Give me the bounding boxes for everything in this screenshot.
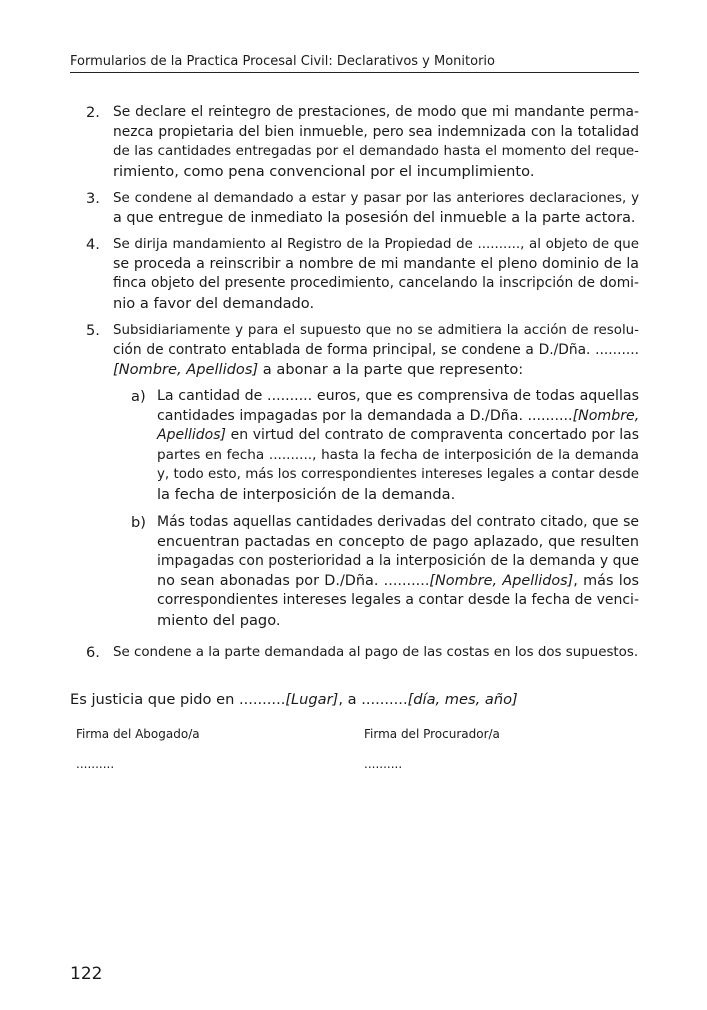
petition-item-4 bbox=[70, 235, 639, 313]
subitem-letter: b) bbox=[131, 514, 146, 531]
subitem-b bbox=[70, 513, 639, 631]
placeholder-name: [Nombre, bbox=[572, 407, 640, 424]
text-line: correspondientes intereses legales a contar desde la fecha de venci- bbox=[157, 592, 639, 609]
item-number: 2. bbox=[86, 104, 100, 121]
procurator-signature-label: Firma del Procurador/a bbox=[364, 727, 500, 741]
text-line: Subsidiariamente y para el supuesto que no se admitiera la acción de resolu- bbox=[113, 323, 639, 338]
subitem-letter: a) bbox=[131, 388, 146, 405]
text-line: Se declare el reintegro de prestaciones, de modo que mi mandante perma- bbox=[113, 104, 639, 120]
text-line: miento del pago. bbox=[157, 611, 281, 629]
text-fragment: a abonar a la parte que represento: bbox=[258, 361, 524, 379]
text-line: rimiento, como pena convencional por el incumplimiento. bbox=[113, 162, 535, 180]
placeholder-name: [Nombre, Apellidos] bbox=[113, 361, 259, 379]
item-number: 3. bbox=[86, 190, 100, 207]
text-line: Más todas aquellas cantidades derivadas del contrato citado, que se bbox=[157, 514, 639, 530]
text-line bbox=[157, 426, 639, 446]
item-number: 6. bbox=[86, 644, 100, 661]
text-line: Se condene al demandado a estar y pasar por las anteriores declaraciones, y bbox=[113, 191, 639, 206]
text-line: a que entregue de inmediato la posesión del inmueble a la parte actora. bbox=[113, 209, 636, 226]
text-line: Se condene a la parte demandada al pago de las costas en los dos supuestos. bbox=[113, 645, 639, 660]
text-line: ción de contrato entablada de forma principal, se condene a D./Dña. .......... bbox=[113, 341, 639, 358]
text-line bbox=[113, 360, 639, 380]
text-line bbox=[157, 572, 639, 592]
item-number: 5. bbox=[86, 322, 100, 339]
text-line: y, todo esto, más los correspondientes intereses legales a contar desde bbox=[157, 467, 639, 483]
running-header: Formularios de la Practica Procesal Civil: Declarativos y Monitorio bbox=[70, 54, 639, 73]
page-number: 122 bbox=[70, 964, 103, 984]
procurator-signature-placeholder: .......... bbox=[364, 757, 403, 771]
text-line: finca objeto del presente procedimiento, cancelando la inscripción de domi- bbox=[113, 275, 639, 292]
lawyer-signature-placeholder: .......... bbox=[76, 757, 115, 771]
petition-item-6 bbox=[70, 643, 639, 663]
subitem-a bbox=[70, 387, 639, 505]
text-line: partes en fecha .........., hasta la fecha de interposición de la demanda bbox=[157, 446, 639, 463]
text-fragment: en virtud del contrato de compraventa concertado por las bbox=[225, 427, 639, 444]
text-line: la fecha de interposición de la demanda. bbox=[157, 485, 456, 503]
item-number: 4. bbox=[86, 236, 100, 253]
text-fragment: , a .......... bbox=[338, 691, 408, 708]
petition-item-3 bbox=[70, 189, 639, 228]
text-fragment: , más los bbox=[573, 572, 640, 589]
petition-item-5 bbox=[70, 321, 639, 380]
lawyer-signature-label: Firma del Abogado/a bbox=[76, 727, 200, 741]
text-fragment: no sean abonadas por D./Dña. .......... bbox=[157, 572, 430, 589]
placeholder-date: [día, mes, año] bbox=[407, 691, 518, 708]
text-fragment: cantidades impagadas por la demandada a D./Dña. .......... bbox=[157, 407, 573, 424]
text-fragment: Es justicia que pido en .......... bbox=[70, 691, 286, 708]
text-line: nio a favor del demandado. bbox=[113, 294, 315, 312]
text-line: de las cantidades entregadas por el demandado hasta el momento del reque- bbox=[113, 144, 639, 160]
placeholder-name: [Nombre, Apellidos] bbox=[429, 572, 574, 589]
text-line: La cantidad de .......... euros, que es comprensiva de todas aquellas bbox=[157, 388, 639, 404]
petition-item-2 bbox=[70, 103, 639, 181]
text-line bbox=[157, 407, 639, 427]
text-line: nezca propietaria del bien inmueble, pero sea indemnizada con la totalidad bbox=[113, 123, 639, 140]
text-line: Se dirija mandamiento al Registro de la Propiedad de .........., al objeto de que bbox=[113, 237, 639, 252]
placeholder-name: Apellidos] bbox=[157, 427, 226, 444]
text-line: encuentran pactadas en concepto de pago aplazado, que resulten bbox=[157, 533, 639, 550]
text-line: impagadas con posterioridad a la interposición de la demanda y que bbox=[157, 553, 639, 570]
closing-statement bbox=[70, 690, 518, 709]
placeholder-place: [Lugar] bbox=[285, 691, 339, 708]
text-line: se proceda a reinscribir a nombre de mi mandante el pleno dominio de la bbox=[113, 255, 639, 272]
